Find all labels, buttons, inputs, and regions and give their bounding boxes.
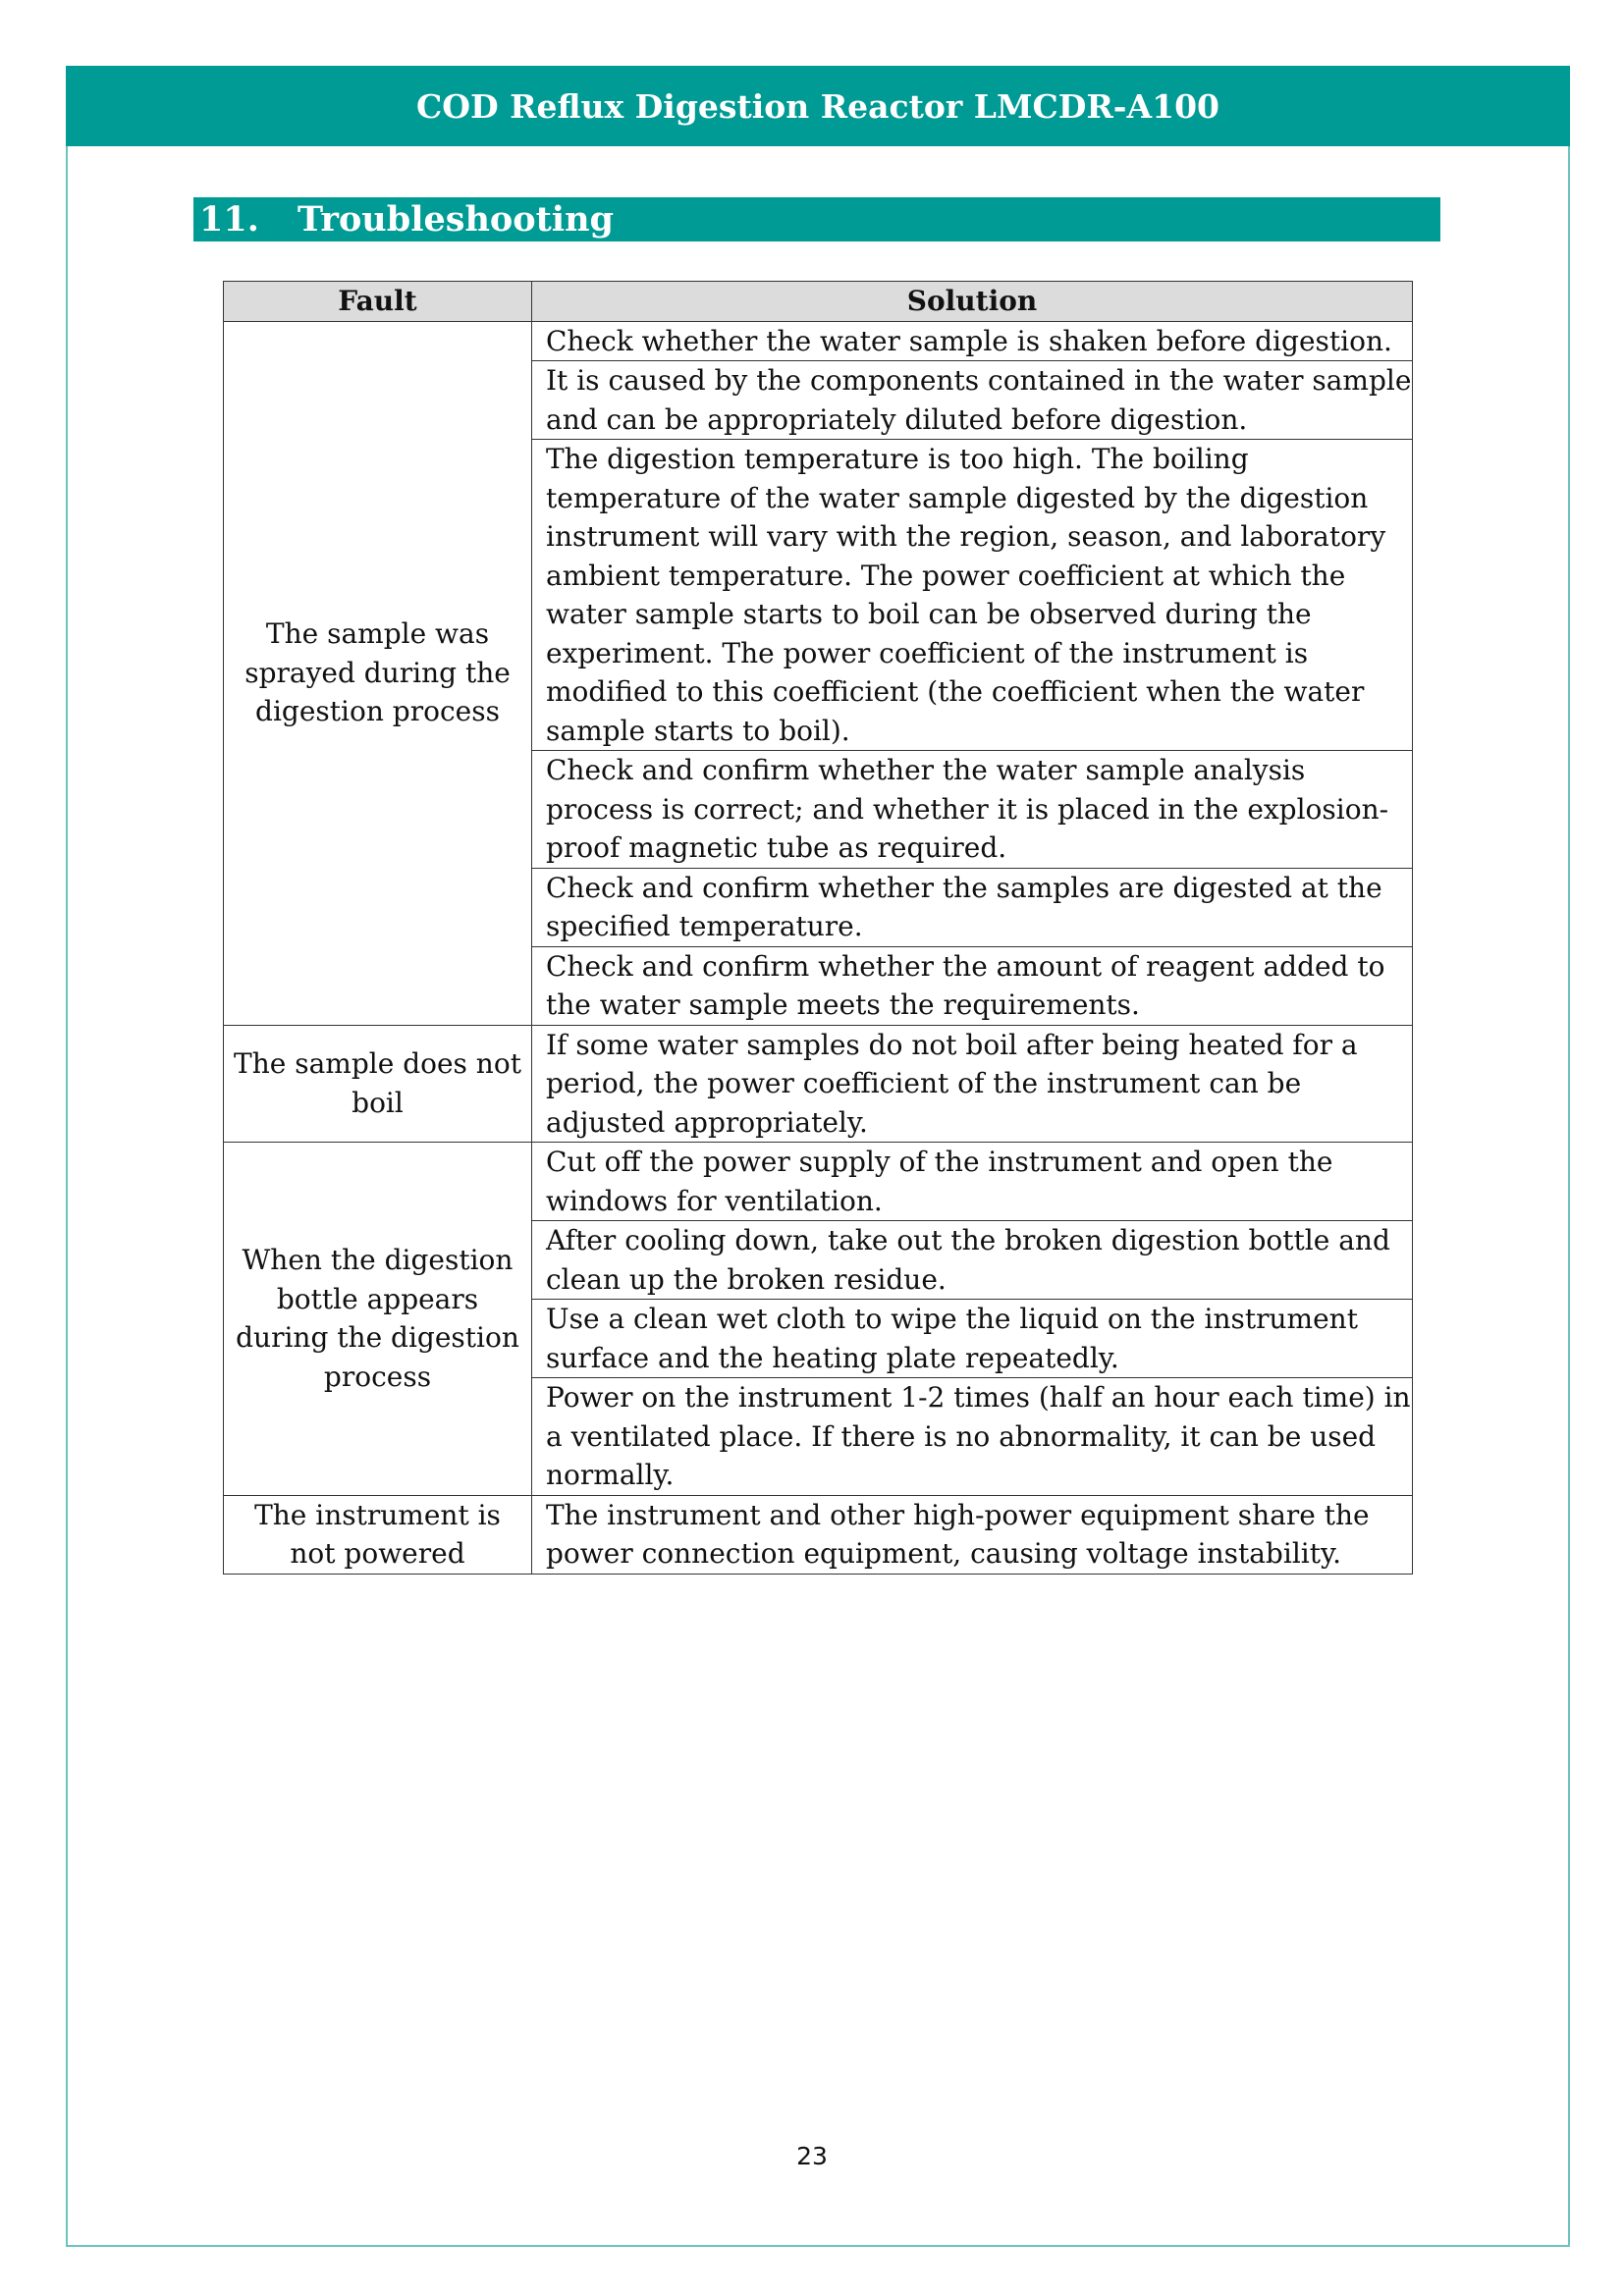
solution-cell: The digestion temperature is too high. The boiling temperature of the water sample digested by the digestion instrument will vary with the region, season, and laboratory ambient temperature. The power coefficient at which the water sample starts to boil can be observed during the experiment. The power coefficient of the instrument is modified to this coefficient (the coefficient when the water sample starts to boil). [532,440,1413,751]
troubleshooting-table [223,281,1413,1575]
solution-cell: Check and confirm whether the samples are digested at the specified temperature. [532,868,1413,946]
section-title: Troubleshooting [298,199,614,240]
solution-cell: Power on the instrument 1-2 times (half an hour each time) in a ventilated place. If there is no abnormality, it can be used normally. [532,1378,1413,1496]
table-row [224,321,1413,361]
document-title: COD Reflux Digestion Reactor LMCDR-A100 [415,86,1219,126]
document-header [66,66,1570,146]
section-heading [193,197,1440,241]
fault-cell: The instrument is not powered [224,1495,532,1574]
solution-cell: Use a clean wet cloth to wipe the liquid on the instrument surface and the heating plate repeatedly. [532,1300,1413,1378]
fault-column-header: Fault [224,282,532,322]
table-row [224,1025,1413,1143]
solution-cell: Cut off the power supply of the instrument and open the windows for ventilation. [532,1143,1413,1221]
page-number: 23 [796,2142,828,2170]
fault-cell: The sample does not boil [224,1025,532,1143]
solution-cell: The instrument and other high-power equipment share the power connection equipment, causing voltage instability. [532,1495,1413,1574]
solution-cell: It is caused by the components contained in the water sample and can be appropriately diluted before digestion. [532,361,1413,440]
solution-cell: After cooling down, take out the broken digestion bottle and clean up the broken residue. [532,1221,1413,1300]
solution-cell: Check whether the water sample is shaken before digestion. [532,321,1413,361]
solution-cell: If some water samples do not boil after being heated for a period, the power coefficient of the instrument can be adjusted appropriately. [532,1025,1413,1143]
table-header-row [224,282,1413,322]
solution-cell: Check and confirm whether the amount of reagent added to the water sample meets the requirements. [532,946,1413,1025]
section-number: 11. [199,199,259,240]
solution-cell: Check and confirm whether the water sample analysis process is correct; and whether it is placed in the explosion-proof magnetic tube as required. [532,751,1413,869]
fault-cell: The sample was sprayed during the digestion process [224,321,532,1025]
solution-column-header: Solution [532,282,1413,322]
table-row [224,1495,1413,1574]
table-row [224,1143,1413,1221]
fault-cell: When the digestion bottle appears during the digestion process [224,1143,532,1496]
